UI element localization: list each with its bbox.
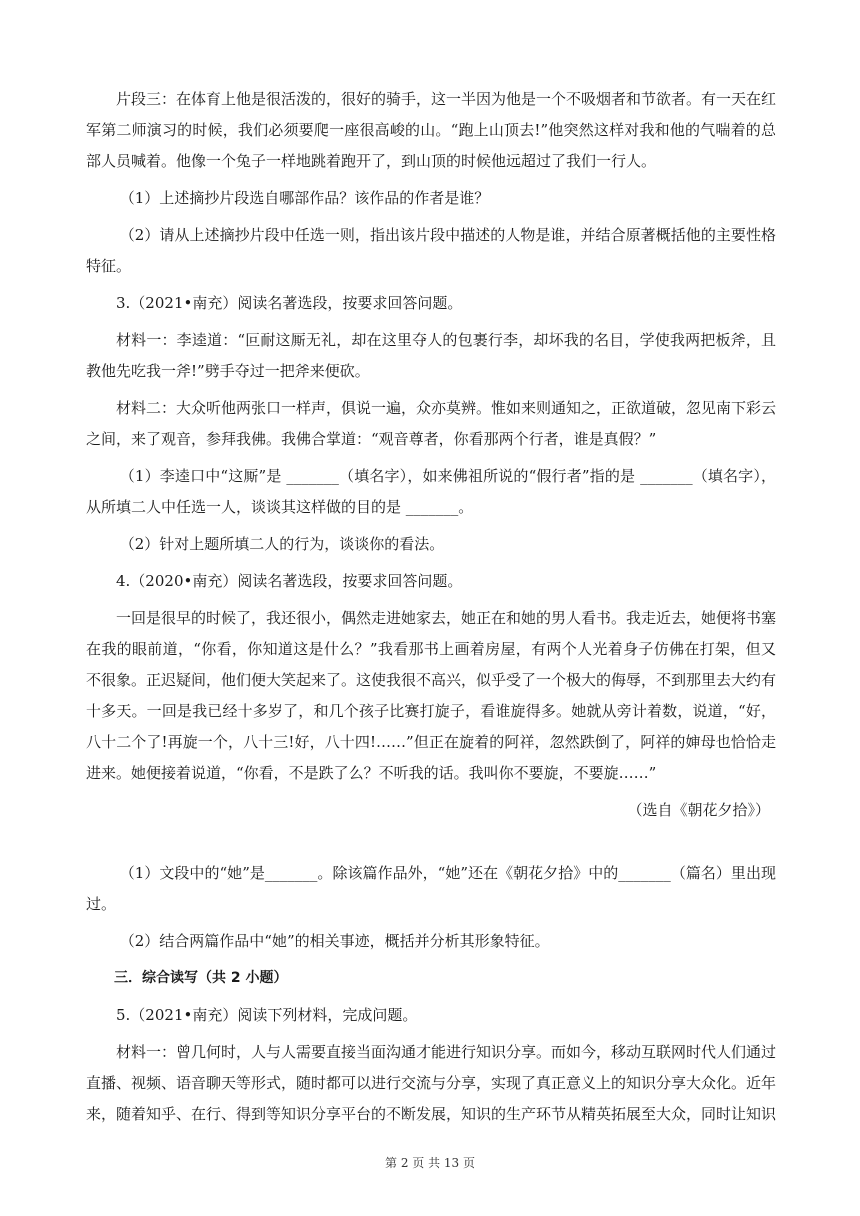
material-one: 材料一：李逵道：“叵耐这厮无礼，却在这里夺人的包裹行李，却坏我的名目，学使我两把板斧，且教他先吃我一斧!”劈手夺过一把斧来便砍。 — [86, 331, 776, 380]
question-3-2: （2）针对上题所填二人的行为，谈谈你的看法。 — [119, 535, 445, 553]
section-heading: 三．综合读写（共 2 小题） — [114, 970, 288, 986]
question-3-heading: 3.（2021•南充）阅读名著选段，按要求回答问题。 — [116, 294, 463, 312]
passage-source: （选自《朝花夕拾》） — [627, 801, 770, 819]
fragment-three: 片段三：在体育上他是很活泼的，很好的骑手，这一半因为他是一个不吸烟者和节欲者。有一天在红军第二师演习的时候，我们必须要爬一座很高峻的山。“跑上山顶去!”他突然这样对我和他的气喘着的总部人员喊着。他像一个兔子一样地跳着跑开了，到山顶的时候他远超过了我们一行人。 — [86, 90, 777, 170]
question-2-1: （1）上述摘抄片段选自哪部作品？该作品的作者是谁？ — [119, 189, 490, 207]
question-4-1: （1）文段中的“她”是_______。除该篇作品外，“她”还在《朝花夕拾》中的_______（篇名）里出现过。 — [86, 864, 776, 913]
question-4-heading: 4.（2020•南充）阅读名著选段，按要求回答问题。 — [116, 572, 463, 590]
reading-passage: 一回是很早的时候了，我还很小，偶然走进她家去，她正在和她的男人看书。我走近去，她便将书塞在我的眼前道，“你看，你知道这是什么？”我看那书上画着房屋，有两个人光着身子仿佛在打架，但又不很象。正迟疑间，他们便大笑起来了。这使我很不高兴，似乎受了一个极大的侮辱，不到那里去大约有十多天。一回是我已经十多岁了，和几个孩子比赛打旋子，看谁旋得多。她就从旁计着数，说道，“好，八十二个了!再旋一个，八十三!好，八十四!……”但正在旋着的阿祥，忽然跌倒了，阿祥的婶母也恰恰走进来。她便接着说道，“你看，不是跌了么？不听我的话。我叫你不要旋，不要旋……” — [86, 609, 777, 782]
question-3-1: （1）李逵口中“这厮”是 _______（填名字），如来佛祖所说的“假行者”指的是 _______（填名字），从所填二人中任选一人，谈谈其这样做的目的是 _______。 — [86, 467, 776, 516]
document-page — [86, 84, 776, 1136]
material-5-one: 材料一：曾几何时，人与人需要直接当面沟通才能进行知识分享。而如今，移动互联网时代人们通过直播、视频、语音聊天等形式，随时都可以进行交流与分享，实现了真正意义上的知识分享大众化。近年来，随着知乎、在行、得到等知识分享平台的不断发展，知识的生产环节从精英拓展至大众，同时让知识 — [86, 1043, 777, 1123]
question-4-2: （2）结合两篇作品中“她”的相关事迹，概括并分析其形象特征。 — [119, 932, 550, 950]
page-footer: 第 2 页 共 13 页 — [385, 1156, 475, 1170]
material-two: 材料二：大众听他两张口一样声，俱说一遍，众亦莫辨。惟如来则通知之，正欲道破，忽见南下彩云之间，来了观音，参拜我佛。我佛合掌道：“观音尊者，你看那两个行者，谁是真假？” — [86, 399, 777, 448]
question-5-heading: 5.（2021•南充）阅读下列材料，完成问题。 — [116, 1006, 418, 1024]
spacer — [86, 832, 776, 858]
question-2-2: （2）请从上述摘抄片段中任选一则，指出该片段中描述的人物是谁，并结合原著概括他的主要性格特征。 — [86, 226, 776, 275]
